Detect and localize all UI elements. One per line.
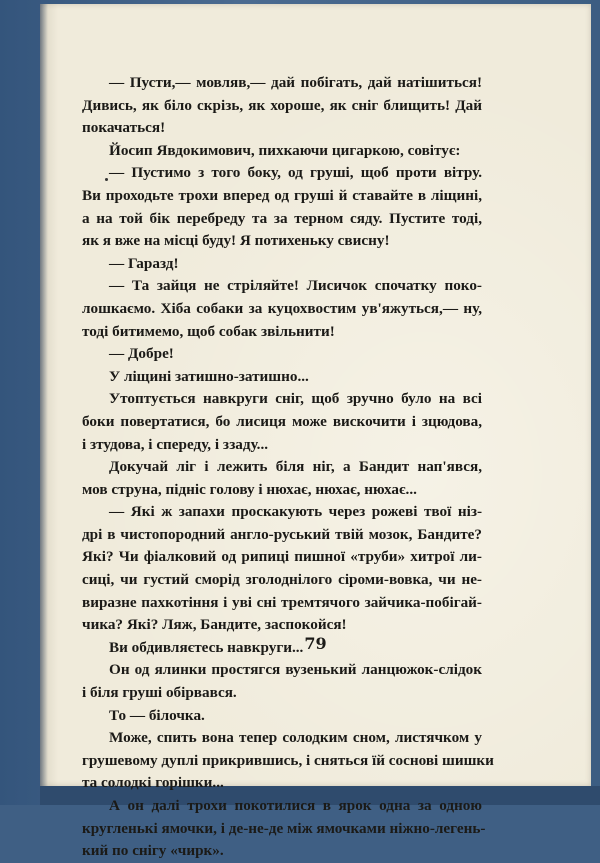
text-line: Дивись, як біло скрізь, як хороше, як сніг блищить! Дай bbox=[82, 96, 482, 114]
text-line: виразне пахкотіння і уві сні тремтячого зайчика-побігай- bbox=[82, 593, 482, 611]
text-line: кругленькі ямочки, і де-не-де між ямочками ніжно-легень- bbox=[82, 819, 486, 837]
text-line: як я вже на місці буду! Я потихеньку свисну! bbox=[82, 232, 390, 250]
text-line: і біля груші обірвався. bbox=[82, 684, 237, 702]
text-line: — Які ж запахи проскакують через рожеві твої ніз- bbox=[109, 503, 482, 521]
text-line: — Гаразд! bbox=[109, 254, 179, 272]
text-line: боки повертатися, бо лисиця може вискочити і зцюдова, bbox=[82, 412, 482, 430]
text-line: сиці, чи густий сморід зголоднілого сіроми-вовка, чи не- bbox=[82, 571, 482, 589]
text-line: Йосип Явдокимович, пихкаючи цигаркою, совітує: bbox=[109, 141, 461, 159]
text-line: У ліщині затишно-затишно... bbox=[109, 367, 309, 385]
text-line: та солодкі горішки... bbox=[82, 774, 224, 792]
page-number: 79 bbox=[304, 634, 327, 653]
text-line: лошкаємо. Хіба собаки за куцохвостим ув'яжуться,— ну, bbox=[82, 299, 482, 317]
text-line: дрі в чистопородний англо-руський твій мозок, Бандите? bbox=[82, 525, 482, 543]
text-line: То — білочка. bbox=[109, 706, 205, 724]
text-line: Ви проходьте трохи вперед од груші й ставайте в ліщині, bbox=[82, 186, 482, 204]
text-line: тоді битимемо, щоб собак звільнити! bbox=[82, 322, 335, 340]
text-line: — Та зайця не стріляйте! Лисичок спочатку поко- bbox=[109, 277, 482, 295]
text-line: Ви обдивляєтесь навкруги... bbox=[109, 638, 304, 656]
text-line: — Пустимо з того боку, од груші, щоб проти вітру. bbox=[109, 164, 482, 182]
text-line: Може, спить вона тепер солодким сном, листячком у bbox=[109, 729, 482, 747]
text-line: Он од ялинки простягся вузенький ланцюжок-слідок bbox=[109, 661, 482, 679]
text-line: покачаться! bbox=[82, 119, 166, 137]
text-line: мов струна, підніс голову і нюхає, нюхає, нюхає... bbox=[82, 480, 417, 498]
text-line: і зтудова, і спереду, і ззаду... bbox=[82, 435, 269, 453]
text-line: а на той бік перебреду та за терном сяду. Пустите тоді, bbox=[82, 209, 482, 227]
text-line: грушевому дуплі прикрившись, і сняться їй соснові шишки bbox=[82, 751, 494, 769]
body-text bbox=[82, 72, 494, 863]
text-line: чика? Які? Ляж, Бандите, заспокойся! bbox=[82, 616, 347, 634]
text-line: — Пусти,— мовляв,— дай побігать, дай натішиться! bbox=[109, 74, 482, 91]
text-line: А он далі трохи покотилися в ярок одна за одною bbox=[109, 797, 482, 814]
text-line: Які? Чи фіалковий од рипиці пишної «труби» хитрої ли- bbox=[82, 548, 482, 566]
text-line: — Добре! bbox=[109, 345, 174, 363]
text-line: Докучай ліг і лежить біля ніг, а Бандит нап'явся, bbox=[109, 458, 482, 476]
gutter-shadow bbox=[40, 4, 48, 786]
text-line: кий по снігу «чирк». bbox=[82, 842, 224, 860]
text-line: Утоптується навкруги сніг, щоб зручно було на всі bbox=[109, 390, 482, 408]
